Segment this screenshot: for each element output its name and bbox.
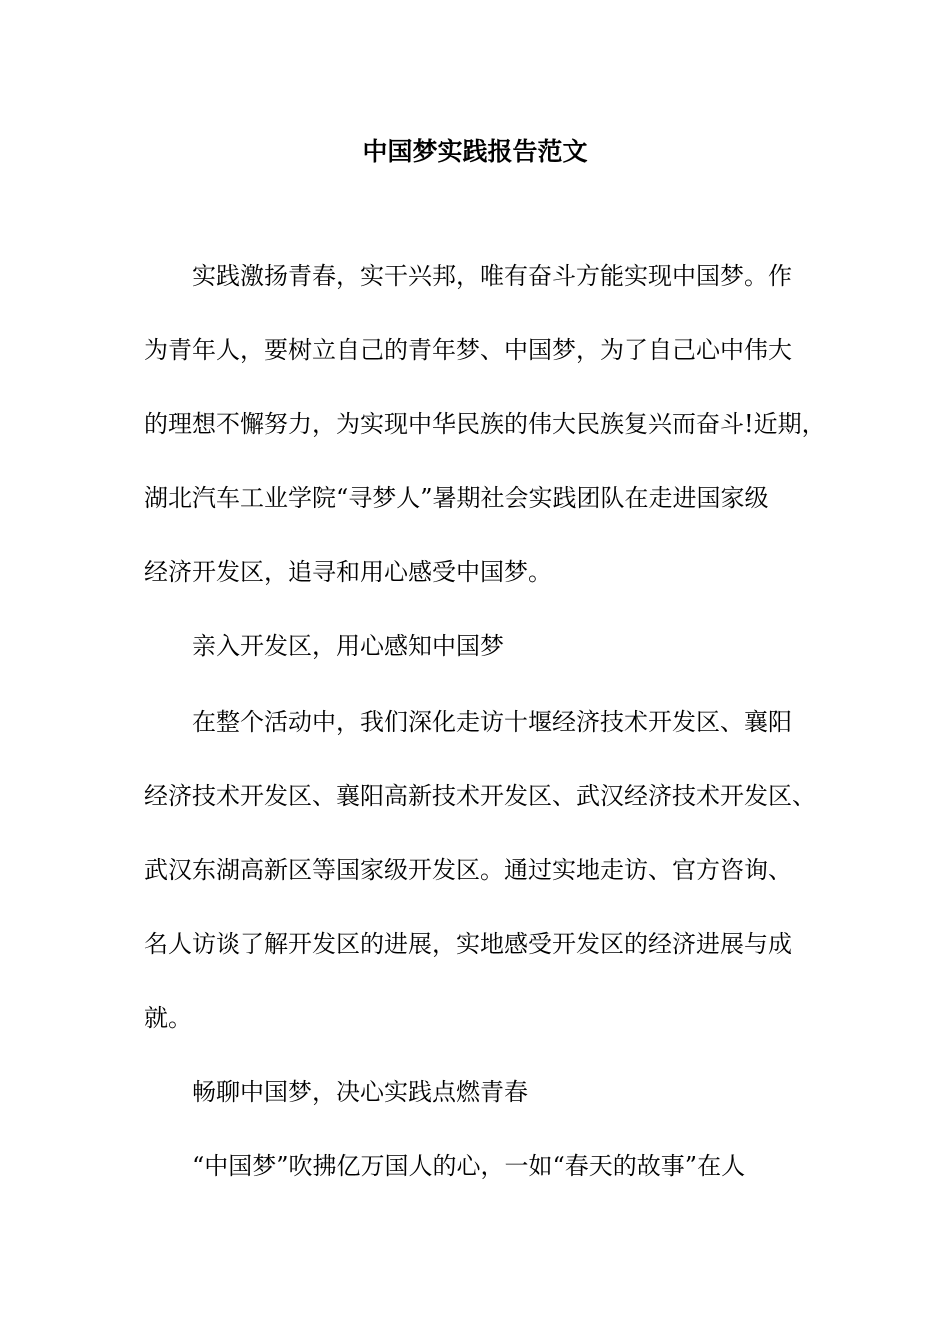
paragraph-1-line-1: 实践激扬青春，实干兴邦，唯有奋斗方能实现中国梦。作 — [192, 262, 792, 290]
paragraph-2-line-3: 武汉东湖高新区等国家级开发区。通过实地走访、官方咨询、 — [144, 856, 792, 884]
document-title: 中国梦实践报告范文 — [362, 137, 588, 166]
paragraph-2-line-1: 在整个活动中，我们深化走访十堰经济技术开发区、襄阳 — [192, 708, 792, 736]
paragraph-3-line-1: “中国梦”吹拂亿万国人的心，一如“春天的故事”在人 — [192, 1152, 746, 1180]
paragraph-2-line-2: 经济技术开发区、襄阳高新技术开发区、武汉经济技术开发区、 — [144, 782, 816, 810]
paragraph-1-line-4: 湖北汽车工业学院“寻梦人”暑期社会实践团队在走进国家级 — [144, 484, 769, 512]
paragraph-2-line-4: 名人访谈了解开发区的进展，实地感受开发区的经济进展与成 — [144, 930, 792, 958]
section-heading-1: 亲入开发区，用心感知中国梦 — [192, 632, 504, 660]
paragraph-1-line-5: 经济开发区，追寻和用心感受中国梦。 — [144, 558, 552, 586]
paragraph-1-line-3: 的理想不懈努力，为实现中华民族的伟大民族复兴而奋斗!近期， — [144, 410, 826, 438]
paragraph-2-line-5: 就。 — [144, 1004, 192, 1032]
paragraph-1-line-2: 为青年人，要树立自己的青年梦、中国梦，为了自己心中伟大 — [144, 336, 792, 364]
section-heading-2: 畅聊中国梦，决心实践点燃青春 — [192, 1078, 528, 1106]
